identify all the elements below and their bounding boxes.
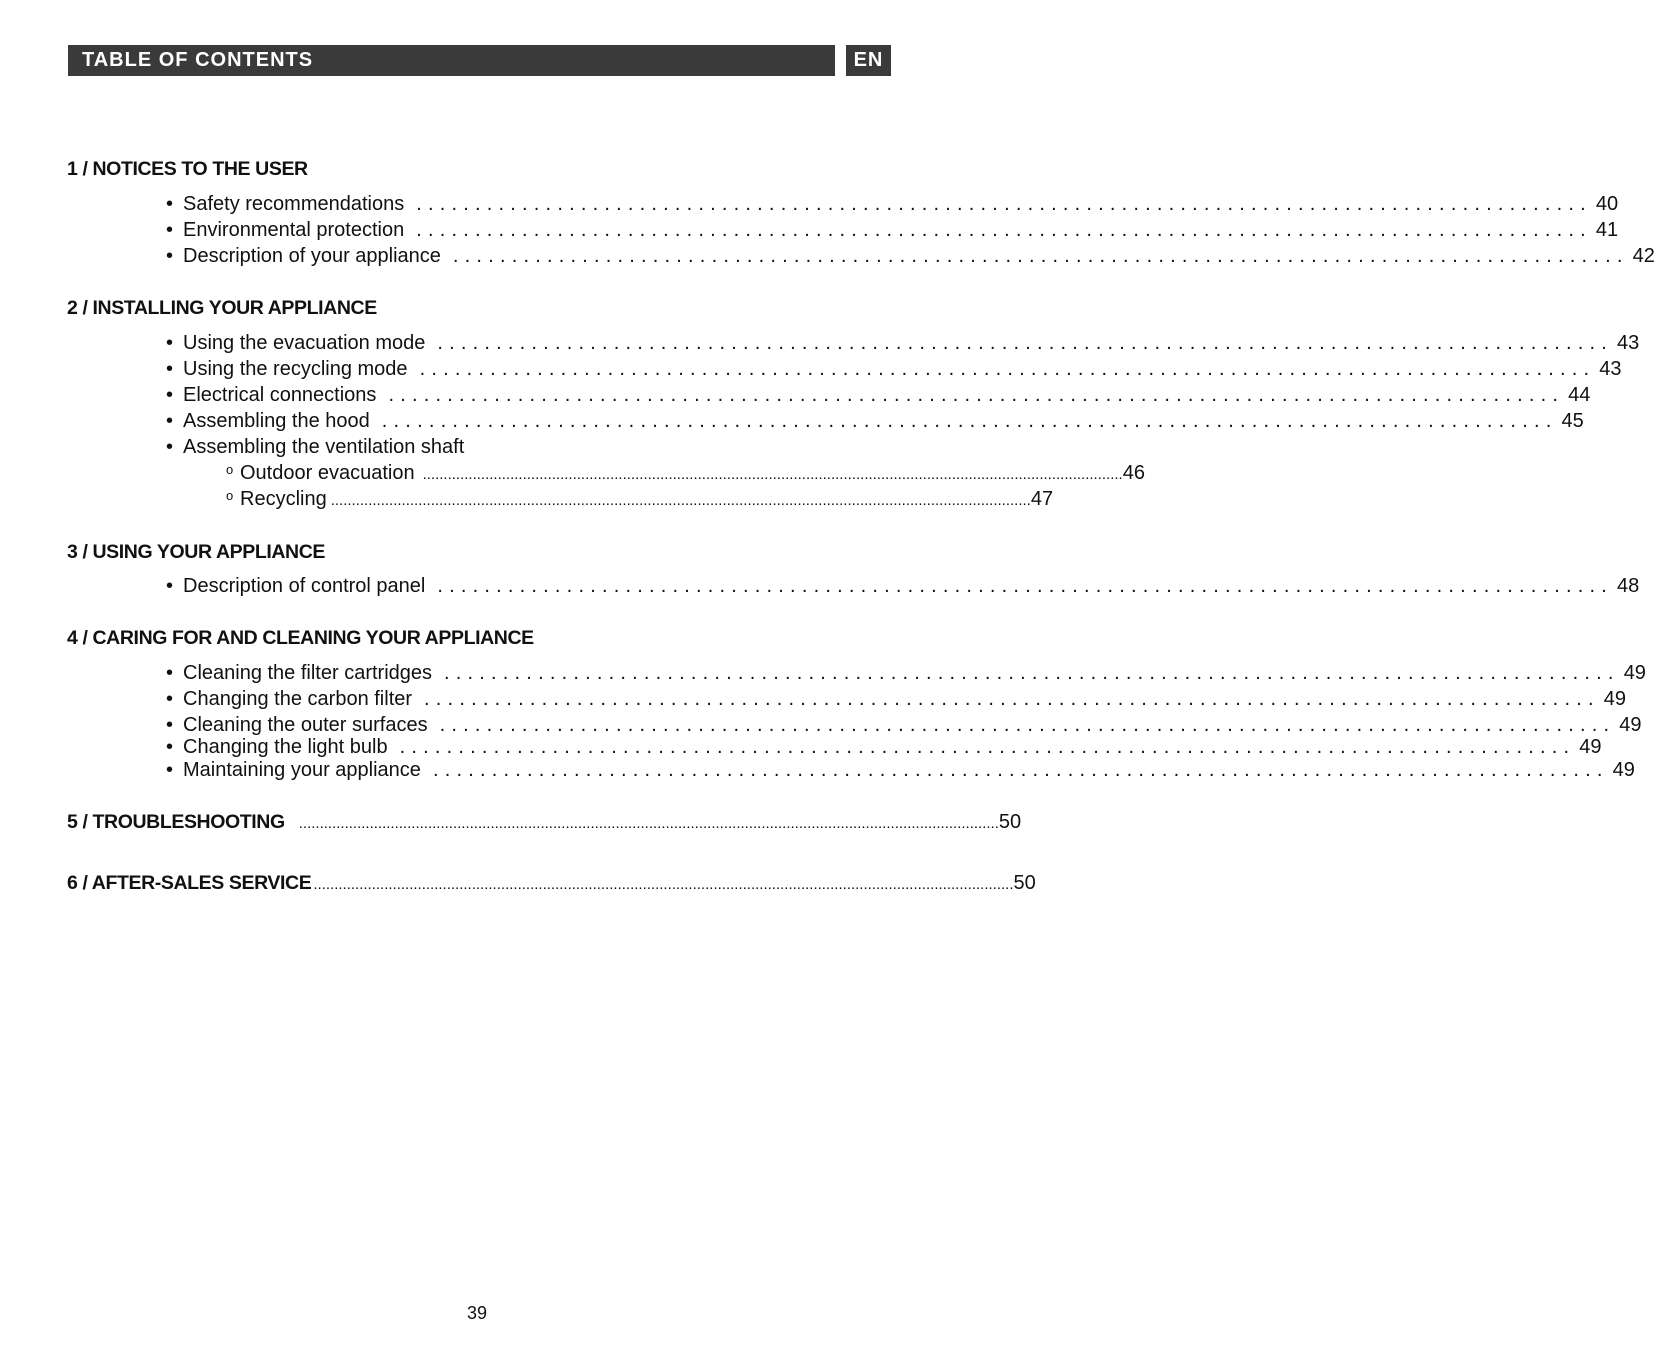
toc-entry [166, 219, 1619, 242]
toc-entry-page: 49 [1623, 662, 1646, 684]
toc-entry [166, 436, 464, 459]
circle-bullet-icon: o [226, 488, 234, 503]
toc-entry-page: 43 [1617, 332, 1640, 354]
toc-entry-label: Description of control panel [183, 575, 426, 597]
toc-entry [166, 736, 1602, 759]
toc-entry-page: 49 [1612, 759, 1635, 781]
page-title: TABLE OF CONTENTS [82, 49, 314, 71]
dot-leader: .................................................................................................... [419, 358, 1596, 380]
toc-subentry [226, 488, 1054, 511]
bullet-icon: • [166, 759, 174, 781]
toc-entry-label: Cleaning the filter cartridges [183, 662, 433, 684]
dot-leader: .................................................................................................... [381, 410, 1558, 432]
dot-leader: ........................................................................................................................................................................ [330, 492, 1031, 509]
dot-leader: ........................................................................................................................................................................ [313, 876, 1014, 893]
toc-entry-label: Assembling the ventilation shaft [183, 436, 465, 458]
dot-leader: ........................................................................................................................................................................ [298, 815, 999, 832]
toc-subentry [226, 462, 1145, 485]
toc-entry [166, 410, 1584, 433]
section-page: 50 [1013, 872, 1036, 894]
toc-entry [166, 332, 1640, 355]
toc-subentry-label: Recycling [240, 488, 327, 510]
bullet-icon: • [166, 714, 174, 736]
toc-entry [166, 688, 1626, 711]
toc-entry-label: Environmental protection [183, 219, 405, 241]
dot-leader: .................................................................................................... [437, 575, 1614, 597]
dot-leader: .................................................................................................... [437, 332, 1614, 354]
language-label: EN [853, 49, 884, 71]
dot-leader: ........................................................................................................................................................................ [422, 466, 1123, 483]
dot-leader: .................................................................................................... [424, 688, 1600, 710]
dot-leader: .................................................................................................... [388, 384, 1565, 406]
toc-subentry-page: 47 [1030, 488, 1054, 510]
section-title-troubleshooting: 5 / TROUBLESHOOTING [67, 811, 285, 833]
toc-entry-label: Changing the light bulb [183, 736, 388, 758]
toc-entry-page: 41 [1595, 219, 1619, 241]
toc-entry-page: 42 [1632, 245, 1655, 267]
toc-entry [166, 759, 1635, 782]
toc-entry-page: 48 [1617, 575, 1640, 597]
bullet-icon: • [166, 219, 174, 241]
dot-leader: .................................................................................................... [452, 245, 1629, 267]
section-title-caring: 4 / CARING FOR AND CLEANING YOUR APPLIANCE [67, 627, 534, 649]
toc-entry-label: Maintaining your appliance [183, 759, 421, 781]
toc-entry [166, 575, 1640, 598]
section-page: 50 [998, 811, 1022, 833]
section-entry-after-sales [67, 872, 1036, 895]
dot-leader: .................................................................................................... [416, 193, 1592, 215]
section-title-after-sales: 6 / AFTER-SALES SERVICE [67, 872, 312, 894]
toc-entry-page: 43 [1599, 358, 1622, 380]
bullet-icon: • [166, 662, 174, 684]
bullet-icon: • [166, 332, 174, 354]
toc-entry-label: Description of your appliance [183, 245, 441, 267]
toc-entry-label: Using the evacuation mode [183, 332, 426, 354]
dot-leader: .................................................................................................... [416, 219, 1592, 241]
toc-subentry-page: 46 [1122, 462, 1145, 484]
section-title-using: 3 / USING YOUR APPLIANCE [67, 541, 326, 563]
bullet-icon: • [166, 436, 174, 458]
toc-entry-page: 49 [1603, 688, 1626, 710]
toc-entry-label: Cleaning the outer surfaces [183, 714, 428, 736]
bullet-icon: • [166, 384, 174, 406]
toc-entry [166, 662, 1646, 685]
toc-entry [166, 358, 1622, 381]
toc-header-bar [68, 45, 835, 76]
dot-leader: .................................................................................................... [399, 736, 1576, 758]
toc-entry [166, 714, 1642, 737]
toc-entry-page: 44 [1568, 384, 1591, 406]
toc-entry [166, 245, 1655, 268]
toc-entry [166, 384, 1591, 407]
toc-entry-label: Assembling the hood [183, 410, 370, 432]
section-entry-troubleshooting [67, 811, 1022, 834]
circle-bullet-icon: o [226, 462, 234, 477]
toc-entry [166, 193, 1619, 216]
toc-entry-page: 49 [1619, 714, 1642, 736]
dot-leader: .................................................................................................... [444, 662, 1620, 684]
dot-leader: .................................................................................................... [439, 714, 1616, 736]
toc-entry-label: Electrical connections [183, 384, 377, 406]
bullet-icon: • [166, 193, 174, 215]
toc-subentry-label: Outdoor evacuation [240, 462, 415, 484]
bullet-icon: • [166, 736, 174, 758]
bullet-icon: • [166, 358, 174, 380]
bullet-icon: • [166, 688, 174, 710]
toc-entry-label: Using the recycling mode [183, 358, 408, 380]
page-number: 39 [466, 1303, 488, 1323]
toc-entry-page: 49 [1579, 736, 1602, 758]
toc-entry-label: Changing the carbon filter [183, 688, 413, 710]
toc-entry-page: 40 [1595, 193, 1619, 215]
bullet-icon: • [166, 245, 174, 267]
dot-leader: .................................................................................................... [432, 759, 1609, 781]
section-title-installing: 2 / INSTALLING YOUR APPLIANCE [67, 297, 377, 319]
language-badge [846, 45, 891, 76]
bullet-icon: • [166, 410, 174, 432]
toc-entry-label: Safety recommendations [183, 193, 405, 215]
bullet-icon: • [166, 575, 174, 597]
section-title-notices: 1 / NOTICES TO THE USER [67, 158, 308, 180]
toc-entry-page: 45 [1561, 410, 1584, 432]
